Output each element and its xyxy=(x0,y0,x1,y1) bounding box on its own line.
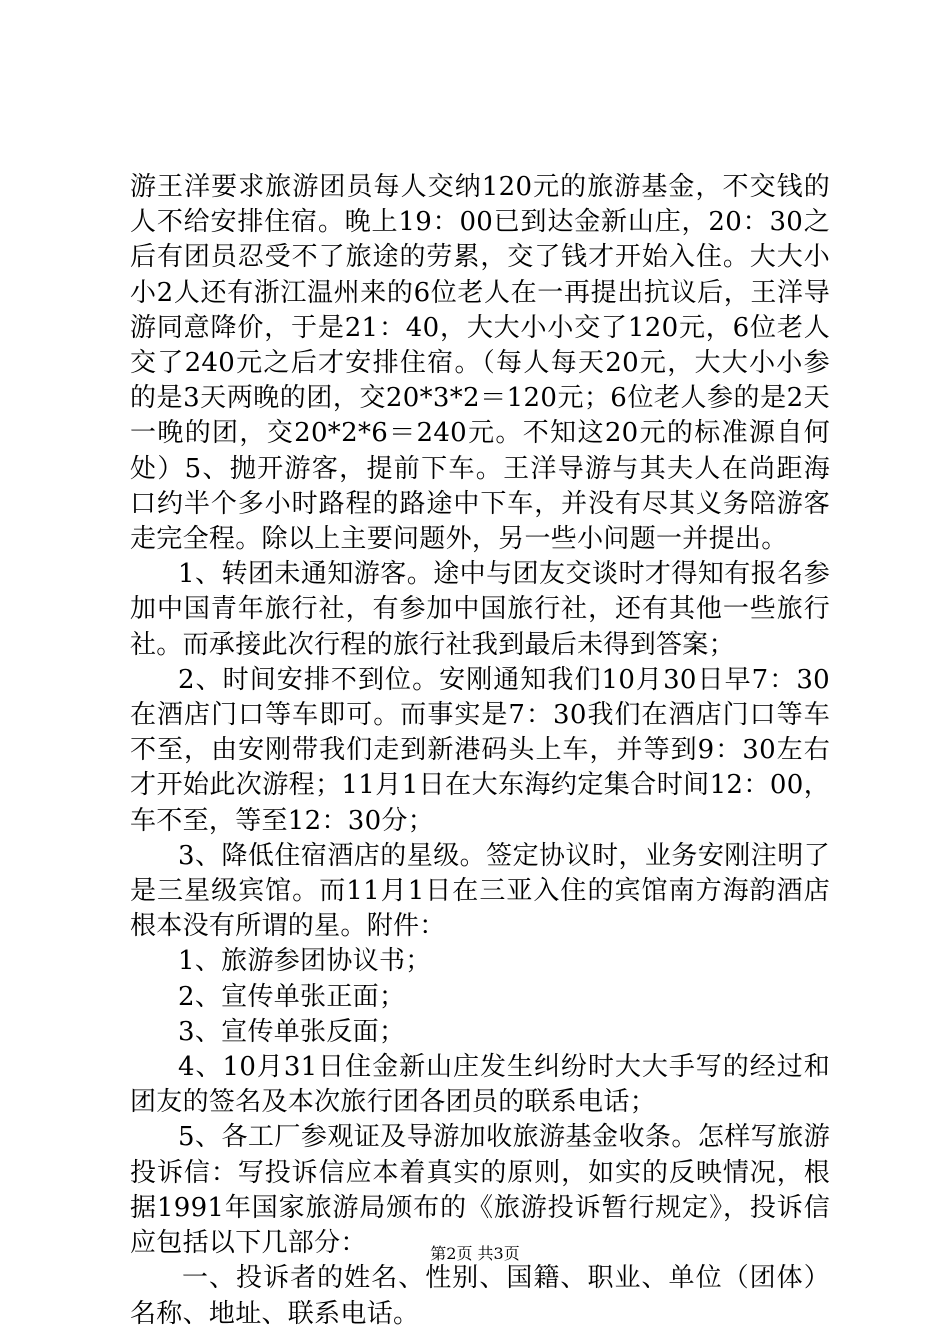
attachment-item-2: 2、宣传单张正面； xyxy=(178,981,406,1012)
attachment-item-3: 3、宣传单张反面； xyxy=(178,1016,406,1047)
page-number-footer: 第2页 共3页 xyxy=(430,1244,520,1263)
document-body xyxy=(130,170,830,1332)
paragraph-item-3-hotel: 3、降低住宿酒店的星级。签定协议时，业务安刚注明了是三星级宾馆。而11月1日在三亚入住的宾馆南方海韵酒店根本没有所谓的星。附件： xyxy=(130,840,830,942)
paragraph-item-1-transfer: 1、转团未通知游客。途中与团友交谈时才得知有报名参加中国青年旅行社，有参加中国旅行社，还有其他一些旅行社。而承接此次行程的旅行社我到最后未得到答案； xyxy=(130,559,830,660)
attachment-item-1: 1、旅游参团协议书； xyxy=(178,946,432,977)
attachment-item-4: 4、10月31日住金新山庄发生纠纷时大大手写的经过和团友的签名及本次旅行团各团员的联系电话； xyxy=(130,1052,830,1118)
complaint-section-1: 一、投诉者的姓名、性别、国籍、职业、单位（团体）名称、地址、联系电话。 xyxy=(130,1263,830,1329)
attachment-item-5: 5、各工厂参观证及导游加收旅游基金收条。怎样写旅游投诉信：写投诉信应本着真实的原则，如实的反映情况，根据1991年国家旅游局颁布的《旅游投诉暂行规定》，投诉信应包括以下几部分： xyxy=(130,1122,830,1259)
paragraph-item-2-schedule: 2、时间安排不到位。安刚通知我们10月30日早7：30在酒店门口等车即可。而事实是7：30我们在酒店门口等车不至，由安刚带我们走到新港码头上车，并等到9：30左右才开始此次游程；11月1日在大东海约定集合时间12：00，车不至，等至12：30分； xyxy=(130,664,830,836)
paragraph-continuation: 游王洋要求旅游团员每人交纳120元的旅游基金，不交钱的人不给安排住宿。晚上19：00已到达金新山庄，20：30之后有团员忍受不了旅途的劳累，交了钱才开始入住。大大小小2人还有浙江温州来的6位老人在一再提出抗议后，王洋导游同意降价，于是21：40，大大小小交了120元，6位老人交了240元之后才安排住宿。（每人每天20元，大大小小参的是3天两晚的团，交20*3*2＝120元；6位老人参的是2天一晚的团，交20*2*6＝240元。不知这20元的标准源自何处）5、抛开游客，提前下车。王洋导游与其夫人在尚距海口约半个多小时路程的路途中下车，并没有尽其义务陪游客走完全程。除以上主要问题外，另一些小问题一并提出。 xyxy=(130,172,830,555)
